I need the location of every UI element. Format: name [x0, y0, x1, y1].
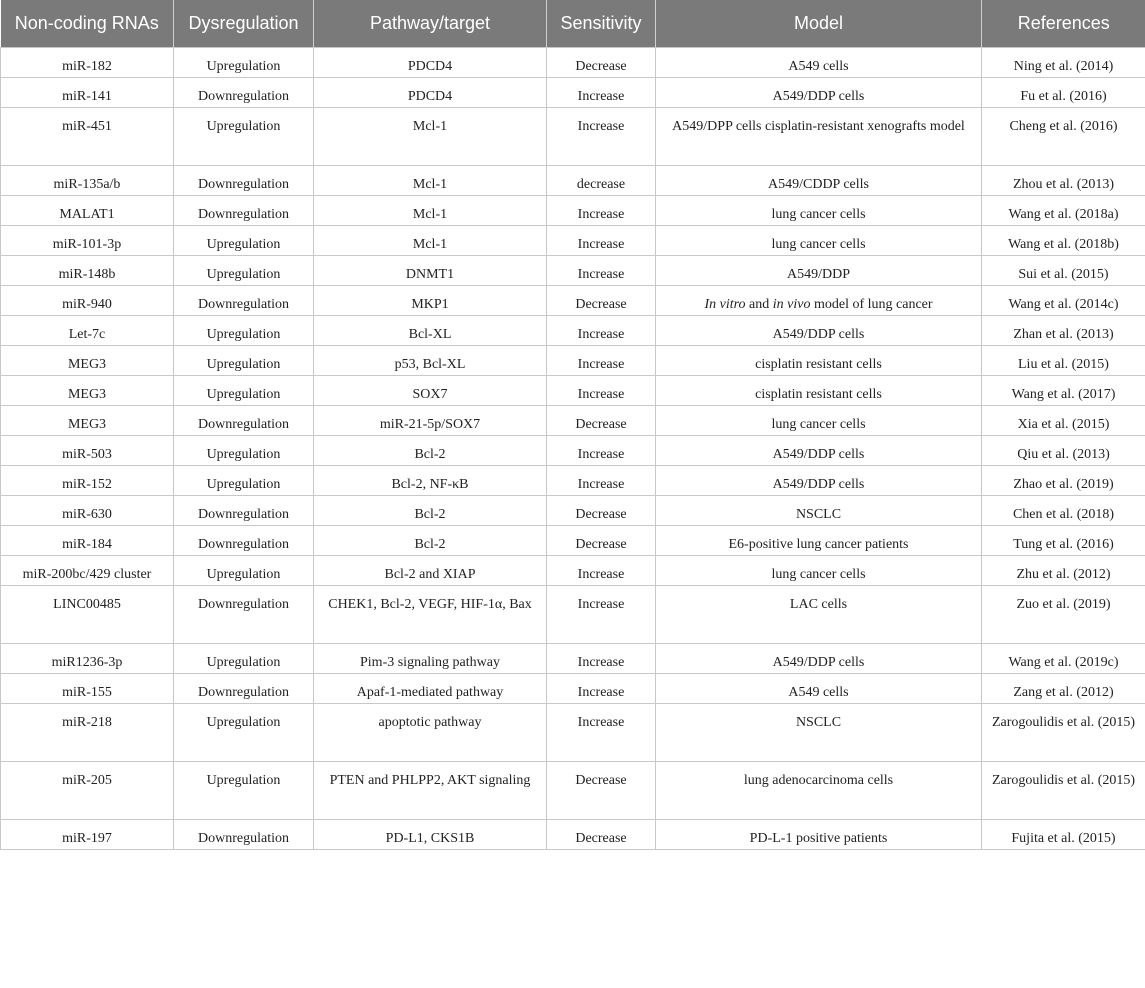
cell-dysregulation: Downregulation — [174, 286, 314, 316]
cell-dysregulation: Downregulation — [174, 820, 314, 850]
cell-dysregulation: Upregulation — [174, 226, 314, 256]
cell-reference: Sui et al. (2015) — [982, 256, 1145, 286]
cell-model: A549/CDDP cells — [656, 166, 982, 196]
cell-sensitivity: decrease — [547, 166, 656, 196]
cell-model: lung cancer cells — [656, 196, 982, 226]
cell-pathway: Pim-3 signaling pathway — [314, 644, 547, 674]
cell-reference: Zarogoulidis et al. (2015) — [982, 704, 1145, 762]
header-model: Model — [656, 0, 982, 48]
cell-reference: Zarogoulidis et al. (2015) — [982, 762, 1145, 820]
cell-model: NSCLC — [656, 704, 982, 762]
cell-ncrna: miR-197 — [1, 820, 174, 850]
cell-pathway: Mcl-1 — [314, 226, 547, 256]
cell-sensitivity: Decrease — [547, 820, 656, 850]
cell-ncrna: miR-182 — [1, 48, 174, 78]
cell-model: lung cancer cells — [656, 226, 982, 256]
cell-dysregulation: Upregulation — [174, 644, 314, 674]
cell-dysregulation: Downregulation — [174, 496, 314, 526]
cell-sensitivity: Decrease — [547, 496, 656, 526]
cell-reference: Wang et al. (2018b) — [982, 226, 1145, 256]
cell-dysregulation: Downregulation — [174, 166, 314, 196]
cell-reference: Zuo et al. (2019) — [982, 586, 1145, 644]
cell-sensitivity: Increase — [547, 346, 656, 376]
table-row — [1, 346, 1145, 376]
model-in-vivo-text: in vivo — [772, 297, 811, 312]
model-and-text: and — [745, 297, 773, 312]
cell-pathway: PDCD4 — [314, 78, 547, 108]
cell-reference: Zhou et al. (2013) — [982, 166, 1145, 196]
cell-reference: Fujita et al. (2015) — [982, 820, 1145, 850]
table-row — [1, 108, 1145, 166]
cell-pathway: PTEN and PHLPP2, AKT signaling — [314, 762, 547, 820]
cell-sensitivity: Increase — [547, 644, 656, 674]
cell-model: lung cancer cells — [656, 556, 982, 586]
cell-pathway: Bcl-2 and XIAP — [314, 556, 547, 586]
cell-model: A549/DDP cells — [656, 466, 982, 496]
cell-pathway: Bcl-2, NF-κB — [314, 466, 547, 496]
cell-reference: Chen et al. (2018) — [982, 496, 1145, 526]
cell-model: A549/DDP cells — [656, 78, 982, 108]
cell-model: PD-L-1 positive patients — [656, 820, 982, 850]
cell-pathway: Mcl-1 — [314, 166, 547, 196]
table-row — [1, 376, 1145, 406]
table-row — [1, 256, 1145, 286]
cell-ncrna: MEG3 — [1, 346, 174, 376]
cell-ncrna: Let-7c — [1, 316, 174, 346]
table-row — [1, 704, 1145, 762]
table-header — [1, 0, 1145, 48]
cell-dysregulation: Upregulation — [174, 256, 314, 286]
table-row — [1, 466, 1145, 496]
table-row — [1, 496, 1145, 526]
cell-model: A549 cells — [656, 48, 982, 78]
cell-model: LAC cells — [656, 586, 982, 644]
cell-reference: Cheng et al. (2016) — [982, 108, 1145, 166]
cell-sensitivity: Decrease — [547, 526, 656, 556]
cell-pathway: MKP1 — [314, 286, 547, 316]
cell-sensitivity: Increase — [547, 226, 656, 256]
table-row — [1, 316, 1145, 346]
cell-reference: Liu et al. (2015) — [982, 346, 1145, 376]
cell-reference: Qiu et al. (2013) — [982, 436, 1145, 466]
cell-model: NSCLC — [656, 496, 982, 526]
cell-pathway: Bcl-2 — [314, 436, 547, 466]
cell-reference: Zhu et al. (2012) — [982, 556, 1145, 586]
cell-pathway: Apaf-1-mediated pathway — [314, 674, 547, 704]
cell-pathway: Bcl-2 — [314, 526, 547, 556]
table-row — [1, 586, 1145, 644]
cell-sensitivity: Increase — [547, 556, 656, 586]
cell-pathway: PDCD4 — [314, 48, 547, 78]
cell-ncrna: miR-184 — [1, 526, 174, 556]
cell-sensitivity: Decrease — [547, 48, 656, 78]
cell-ncrna: miR-630 — [1, 496, 174, 526]
table-row — [1, 226, 1145, 256]
cell-pathway: PD-L1, CKS1B — [314, 820, 547, 850]
header-dysregulation: Dysregulation — [174, 0, 314, 48]
cell-ncrna: MALAT1 — [1, 196, 174, 226]
cell-model: lung cancer cells — [656, 406, 982, 436]
cell-dysregulation: Upregulation — [174, 316, 314, 346]
cell-pathway: p53, Bcl-XL — [314, 346, 547, 376]
cell-ncrna: miR-205 — [1, 762, 174, 820]
cell-dysregulation: Upregulation — [174, 762, 314, 820]
table-row — [1, 406, 1145, 436]
cell-pathway: CHEK1, Bcl-2, VEGF, HIF-1α, Bax — [314, 586, 547, 644]
header-noncoding-rnas: Non-coding RNAs — [1, 0, 174, 48]
header-sensitivity: Sensitivity — [547, 0, 656, 48]
cell-reference: Wang et al. (2017) — [982, 376, 1145, 406]
cell-ncrna: miR-503 — [1, 436, 174, 466]
table-row — [1, 820, 1145, 850]
cell-sensitivity: Increase — [547, 376, 656, 406]
header-pathway-target: Pathway/target — [314, 0, 547, 48]
cell-model: A549/DDP — [656, 256, 982, 286]
cell-ncrna: miR-451 — [1, 108, 174, 166]
table-row — [1, 644, 1145, 674]
cell-sensitivity: Increase — [547, 78, 656, 108]
cell-ncrna: miR-155 — [1, 674, 174, 704]
cell-sensitivity: Increase — [547, 196, 656, 226]
cell-model — [656, 286, 982, 316]
cell-sensitivity: Decrease — [547, 762, 656, 820]
table-row — [1, 196, 1145, 226]
cell-ncrna: miR-200bc/429 cluster — [1, 556, 174, 586]
cell-reference: Wang et al. (2019c) — [982, 644, 1145, 674]
cell-ncrna: miR1236-3p — [1, 644, 174, 674]
cell-sensitivity: Increase — [547, 674, 656, 704]
cell-model: lung adenocarcinoma cells — [656, 762, 982, 820]
cell-reference: Wang et al. (2014c) — [982, 286, 1145, 316]
cell-sensitivity: Increase — [547, 436, 656, 466]
cell-reference: Zang et al. (2012) — [982, 674, 1145, 704]
cell-pathway: apoptotic pathway — [314, 704, 547, 762]
cell-pathway: miR-21-5p/SOX7 — [314, 406, 547, 436]
cell-pathway: Bcl-2 — [314, 496, 547, 526]
cell-pathway: SOX7 — [314, 376, 547, 406]
cell-model: cisplatin resistant cells — [656, 376, 982, 406]
table-row — [1, 286, 1145, 316]
cell-model: A549/DDP cells — [656, 644, 982, 674]
cell-ncrna: miR-148b — [1, 256, 174, 286]
model-rest-text: model of lung cancer — [810, 297, 933, 312]
cell-model: A549/DDP cells — [656, 436, 982, 466]
cell-sensitivity: Increase — [547, 586, 656, 644]
cell-dysregulation: Upregulation — [174, 108, 314, 166]
cell-dysregulation: Downregulation — [174, 586, 314, 644]
table-row — [1, 556, 1145, 586]
cell-reference: Fu et al. (2016) — [982, 78, 1145, 108]
cell-dysregulation: Downregulation — [174, 406, 314, 436]
cell-model: E6-positive lung cancer patients — [656, 526, 982, 556]
cell-reference: Zhan et al. (2013) — [982, 316, 1145, 346]
cell-dysregulation: Upregulation — [174, 466, 314, 496]
cell-sensitivity: Increase — [547, 256, 656, 286]
cell-sensitivity: Decrease — [547, 406, 656, 436]
cell-ncrna: miR-218 — [1, 704, 174, 762]
table-row — [1, 526, 1145, 556]
cell-dysregulation: Downregulation — [174, 526, 314, 556]
model-in-vitro-text: In vitro — [704, 297, 746, 312]
cell-sensitivity: Decrease — [547, 286, 656, 316]
cell-model: cisplatin resistant cells — [656, 346, 982, 376]
cell-sensitivity: Increase — [547, 108, 656, 166]
cell-pathway: Mcl-1 — [314, 108, 547, 166]
cell-pathway: Bcl-XL — [314, 316, 547, 346]
table-row — [1, 166, 1145, 196]
cell-reference: Tung et al. (2016) — [982, 526, 1145, 556]
cell-dysregulation: Upregulation — [174, 436, 314, 466]
cell-dysregulation: Upregulation — [174, 346, 314, 376]
cell-pathway: DNMT1 — [314, 256, 547, 286]
cell-model: A549 cells — [656, 674, 982, 704]
table-row — [1, 674, 1145, 704]
table-body — [1, 48, 1145, 850]
cell-pathway: Mcl-1 — [314, 196, 547, 226]
table-row — [1, 762, 1145, 820]
cell-ncrna: miR-135a/b — [1, 166, 174, 196]
cell-ncrna: miR-940 — [1, 286, 174, 316]
cell-dysregulation: Upregulation — [174, 48, 314, 78]
cell-model: A549/DPP cells cisplatin-resistant xenografts model — [656, 108, 982, 166]
cell-dysregulation: Upregulation — [174, 376, 314, 406]
cell-reference: Zhao et al. (2019) — [982, 466, 1145, 496]
cell-sensitivity: Increase — [547, 316, 656, 346]
table-row — [1, 48, 1145, 78]
cell-ncrna: miR-141 — [1, 78, 174, 108]
cell-reference: Ning et al. (2014) — [982, 48, 1145, 78]
cell-dysregulation: Downregulation — [174, 78, 314, 108]
cell-ncrna: MEG3 — [1, 406, 174, 436]
cell-reference: Wang et al. (2018a) — [982, 196, 1145, 226]
cell-sensitivity: Increase — [547, 466, 656, 496]
table-row — [1, 78, 1145, 108]
cell-dysregulation: Downregulation — [174, 196, 314, 226]
cell-reference: Xia et al. (2015) — [982, 406, 1145, 436]
header-references: References — [982, 0, 1145, 48]
cell-sensitivity: Increase — [547, 704, 656, 762]
header-row — [1, 0, 1145, 48]
cell-dysregulation: Upregulation — [174, 704, 314, 762]
cell-model: A549/DDP cells — [656, 316, 982, 346]
cell-dysregulation: Downregulation — [174, 674, 314, 704]
cell-ncrna: miR-152 — [1, 466, 174, 496]
cell-dysregulation: Upregulation — [174, 556, 314, 586]
cell-ncrna: LINC00485 — [1, 586, 174, 644]
table-row — [1, 436, 1145, 466]
cell-ncrna: MEG3 — [1, 376, 174, 406]
cell-ncrna: miR-101-3p — [1, 226, 174, 256]
